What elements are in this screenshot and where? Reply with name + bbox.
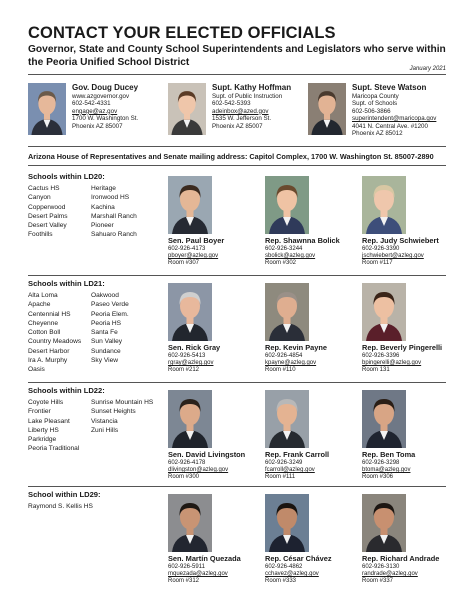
legislator-phone: 602-926-4854 [265, 352, 303, 359]
portrait-illustration [28, 83, 66, 135]
legislator-email-link[interactable]: kpayne@azleg.gov [265, 359, 317, 366]
school-name: Sunrise Mountain HS [91, 399, 154, 406]
portrait-illustration [168, 390, 212, 448]
legislator-name: Rep. César Chávez [265, 554, 332, 563]
official-address: 1535 W. Jefferson St. [212, 115, 272, 123]
legislator-card [362, 494, 454, 585]
school-name: Ironwood HS [91, 194, 130, 202]
legislator-phone: 602-926-5413 [168, 352, 206, 359]
district-heading: School within LD29: [28, 490, 101, 499]
legislator-phone: 602-926-3244 [265, 245, 303, 252]
legislator-phone: 602-926-5911 [168, 563, 205, 570]
school-name: Parkridge [28, 436, 57, 444]
legislator-phone: 602-926-3130 [362, 563, 400, 570]
official-city: Phoenix AZ 85012 [352, 130, 403, 138]
legislator-photo [265, 283, 309, 341]
official-email-link[interactable]: engage@az.gov [72, 107, 118, 115]
portrait-illustration [308, 83, 346, 135]
legislator-card [265, 176, 357, 267]
school-list-column [28, 184, 68, 240]
school-name: Sunset Heights [91, 408, 136, 416]
legislator-card [362, 390, 454, 481]
legislator-room: Room #117 [362, 260, 393, 267]
legislator-room: Room #312 [168, 578, 200, 585]
school-list-column [91, 398, 153, 435]
official-name: Supt. Steve Watson [352, 83, 427, 92]
legislator-card [168, 283, 260, 374]
school-name: Foothills [28, 231, 53, 239]
legislator-photo [362, 494, 406, 552]
legislator-room: Room #306 [362, 474, 394, 481]
school-list-column [28, 398, 79, 454]
school-name: Heritage [91, 185, 116, 192]
legislator-email-link[interactable]: btoma@azleg.gov [362, 466, 411, 473]
school-name: Peoria Elem. [91, 310, 129, 318]
official-email-link[interactable]: superintendent@maricopa.gov [352, 115, 437, 123]
legislator-phone: 602-926-4862 [265, 563, 303, 570]
legislator-name: Rep. Kevin Payne [265, 343, 328, 352]
school-name: Pioneer [91, 222, 114, 230]
legislator-room: Room #337 [362, 578, 394, 585]
official-phone: 602-542-5393 [212, 100, 251, 108]
legislator-room: Room #333 [265, 578, 297, 585]
school-list-column [28, 291, 81, 375]
official-address: 4041 N. Central Ave. #1200 [352, 122, 428, 130]
divider [28, 382, 446, 383]
legislator-card [168, 494, 260, 585]
portrait-illustration [265, 283, 309, 341]
legislator-room: Room #300 [168, 474, 200, 481]
school-name: Sky View [91, 357, 118, 365]
official-title: Supt. of Schools [352, 100, 398, 108]
legislator-room: Room #212 [168, 367, 200, 374]
portrait-illustration [168, 176, 212, 234]
school-name: Desert Palms [28, 212, 68, 220]
school-name: Peoria HS [91, 319, 122, 327]
school-name: Lake Pleasant [28, 417, 70, 425]
school-name: Liberty HS [28, 426, 59, 434]
page-title: CONTACT YOUR ELECTED OFFICIALS [28, 24, 336, 42]
legislator-name: Rep. Shawnna Bolick [265, 236, 340, 245]
legislator-room: Room 131 [362, 367, 390, 374]
legislator-photo [168, 494, 212, 552]
legislator-name: Rep. Beverly Pingerelli [362, 343, 443, 352]
district-heading: Schools within LD21: [28, 279, 105, 288]
legislator-phone: 602-926-3396 [362, 352, 400, 359]
portrait-illustration [168, 494, 212, 552]
publication-date: January 2021 [409, 66, 446, 72]
official-address: 1700 W. Washington St. [72, 115, 139, 123]
official-phone: 602-506-3866 [352, 107, 391, 115]
school-name: Santa Fe [91, 329, 118, 337]
portrait-illustration [362, 283, 406, 341]
school-name: Alta Loma [28, 292, 58, 299]
school-name: Sahuaro Ranch [91, 231, 137, 239]
school-name: Centennial HS [28, 310, 71, 318]
school-name: Canyon [28, 194, 51, 202]
school-name: Frontier [28, 408, 51, 416]
legislator-name: Sen. David Livingston [168, 450, 246, 459]
school-name: Vistancia [91, 417, 118, 425]
legislator-photo [265, 390, 309, 448]
school-name: Kachina [91, 203, 115, 211]
portrait-illustration [362, 390, 406, 448]
school-name: Apache [28, 301, 51, 309]
legislator-card [265, 283, 357, 374]
official-name: Gov. Doug Ducey [72, 83, 139, 92]
divider [28, 165, 446, 166]
school-name: Country Meadows [28, 338, 82, 346]
divider [28, 275, 446, 276]
school-name: Ira A. Murphy [28, 357, 68, 365]
divider [28, 146, 446, 147]
divider [28, 74, 446, 75]
school-name: Raymond S. Kellis HS [28, 503, 93, 510]
legislator-email-link[interactable]: pboyer@azleg.gov [168, 252, 219, 259]
official-photo [308, 83, 346, 135]
legislator-photo [168, 176, 212, 234]
school-name: Paseo Verde [91, 301, 129, 309]
legislator-email-link[interactable]: jschwiebert@azleg.gov [362, 252, 424, 259]
official-city: Phoenix AZ 85007 [212, 122, 263, 130]
legislator-email-link[interactable]: sbolick@azleg.gov [265, 252, 316, 259]
portrait-illustration [168, 83, 206, 135]
official-state-superintendent [168, 83, 291, 135]
school-name: Oasis [28, 366, 45, 374]
school-name: Cheyenne [28, 319, 59, 327]
district-heading: Schools within LD20: [28, 172, 105, 181]
legislator-phone: 602-926-4178 [168, 459, 206, 466]
legislator-email-link[interactable]: rgray@azleg.gov [168, 359, 214, 366]
school-name: Oakwood [91, 292, 119, 299]
official-phone: 602-542-4331 [72, 100, 111, 108]
legislator-email-link[interactable]: cchavez@azleg.gov [265, 570, 319, 577]
legislator-phone: 602-926-3298 [362, 459, 400, 466]
legislator-email-link[interactable]: randrade@azleg.gov [362, 570, 418, 577]
school-name: Cotton Boll [28, 329, 61, 337]
school-list-column [91, 184, 137, 240]
legislator-photo [362, 283, 406, 341]
portrait-illustration [168, 283, 212, 341]
district-heading: Schools within LD22: [28, 386, 105, 395]
legislator-photo [168, 390, 212, 448]
legislator-phone: 602-926-4173 [168, 245, 206, 252]
legislator-photo [265, 494, 309, 552]
portrait-illustration [265, 390, 309, 448]
official-website[interactable]: www.azgovernor.gov [72, 92, 130, 100]
legislator-phone: 602-926-3249 [265, 459, 303, 466]
portrait-illustration [362, 176, 406, 234]
legislator-name: Rep. Ben Toma [362, 450, 416, 459]
school-name: Cactus HS [28, 185, 60, 192]
official-governor [28, 83, 138, 135]
portrait-illustration [265, 494, 309, 552]
school-name: Peoria Traditional [28, 445, 80, 453]
legislator-card [362, 176, 454, 267]
school-name: Zuni Hills [91, 426, 119, 434]
school-list-column [28, 502, 93, 511]
legislator-name: Rep. Judy Schwiebert [362, 236, 439, 245]
official-city: Phoenix AZ 85007 [72, 122, 123, 130]
legislator-card [168, 176, 260, 267]
school-name: Copperwood [28, 203, 66, 211]
legislator-card [362, 283, 454, 374]
school-name: Sun Valley [91, 338, 123, 346]
legislator-name: Sen. Martín Quezada [168, 554, 241, 563]
legislator-phone: 602-926-3390 [362, 245, 400, 252]
portrait-illustration [362, 494, 406, 552]
legislator-name: Rep. Richard Andrade [362, 554, 440, 563]
legislator-room: Room #307 [168, 260, 200, 267]
official-title: Supt. of Public Instruction [212, 92, 283, 100]
mailing-address-notice: Arizona House of Representatives and Senate mailing address: Capitol Complex, 1700 W. Washington St. 85007-2890 [28, 152, 434, 161]
legislator-name: Rep. Frank Carroll [265, 450, 330, 459]
legislator-photo [265, 176, 309, 234]
legislator-photo [362, 176, 406, 234]
legislator-photo [168, 283, 212, 341]
official-photo [28, 83, 66, 135]
legislator-room: Room #110 [265, 367, 296, 374]
legislator-email-link[interactable]: dlivingston@azleg.gov [168, 466, 229, 473]
official-county: Maricopa County [352, 92, 399, 100]
portrait-illustration [265, 176, 309, 234]
legislator-email-link[interactable]: mquezada@azleg.gov [168, 570, 228, 577]
legislator-email-link[interactable]: bpingerelli@azleg.gov [362, 359, 422, 366]
legislator-room: Room #111 [265, 474, 296, 481]
legislator-name: Sen. Rick Gray [168, 343, 221, 352]
school-name: Desert Valley [28, 222, 67, 230]
legislator-card [168, 390, 260, 481]
official-photo [168, 83, 206, 135]
school-list-column [91, 291, 129, 365]
legislator-photo [362, 390, 406, 448]
legislator-name: Sen. Paul Boyer [168, 236, 225, 245]
school-name: Desert Harbor [28, 347, 70, 355]
legislator-card [265, 494, 357, 585]
legislator-room: Room #302 [265, 260, 297, 267]
legislator-card [265, 390, 357, 481]
school-name: Sundance [91, 347, 121, 355]
legislator-email-link[interactable]: fcarroll@azleg.gov [265, 466, 315, 473]
page-subtitle: Governor, State and County School Superintendents and Legislators who serve within the Peoria Unified School District [28, 44, 446, 68]
official-county-superintendent [308, 83, 436, 138]
school-name: Coyote Hills [28, 399, 64, 406]
official-name: Supt. Kathy Hoffman [212, 83, 292, 92]
divider [28, 486, 446, 487]
school-name: Marshall Ranch [91, 212, 137, 220]
official-email-link[interactable]: adeinbox@azed.gov [212, 107, 269, 115]
